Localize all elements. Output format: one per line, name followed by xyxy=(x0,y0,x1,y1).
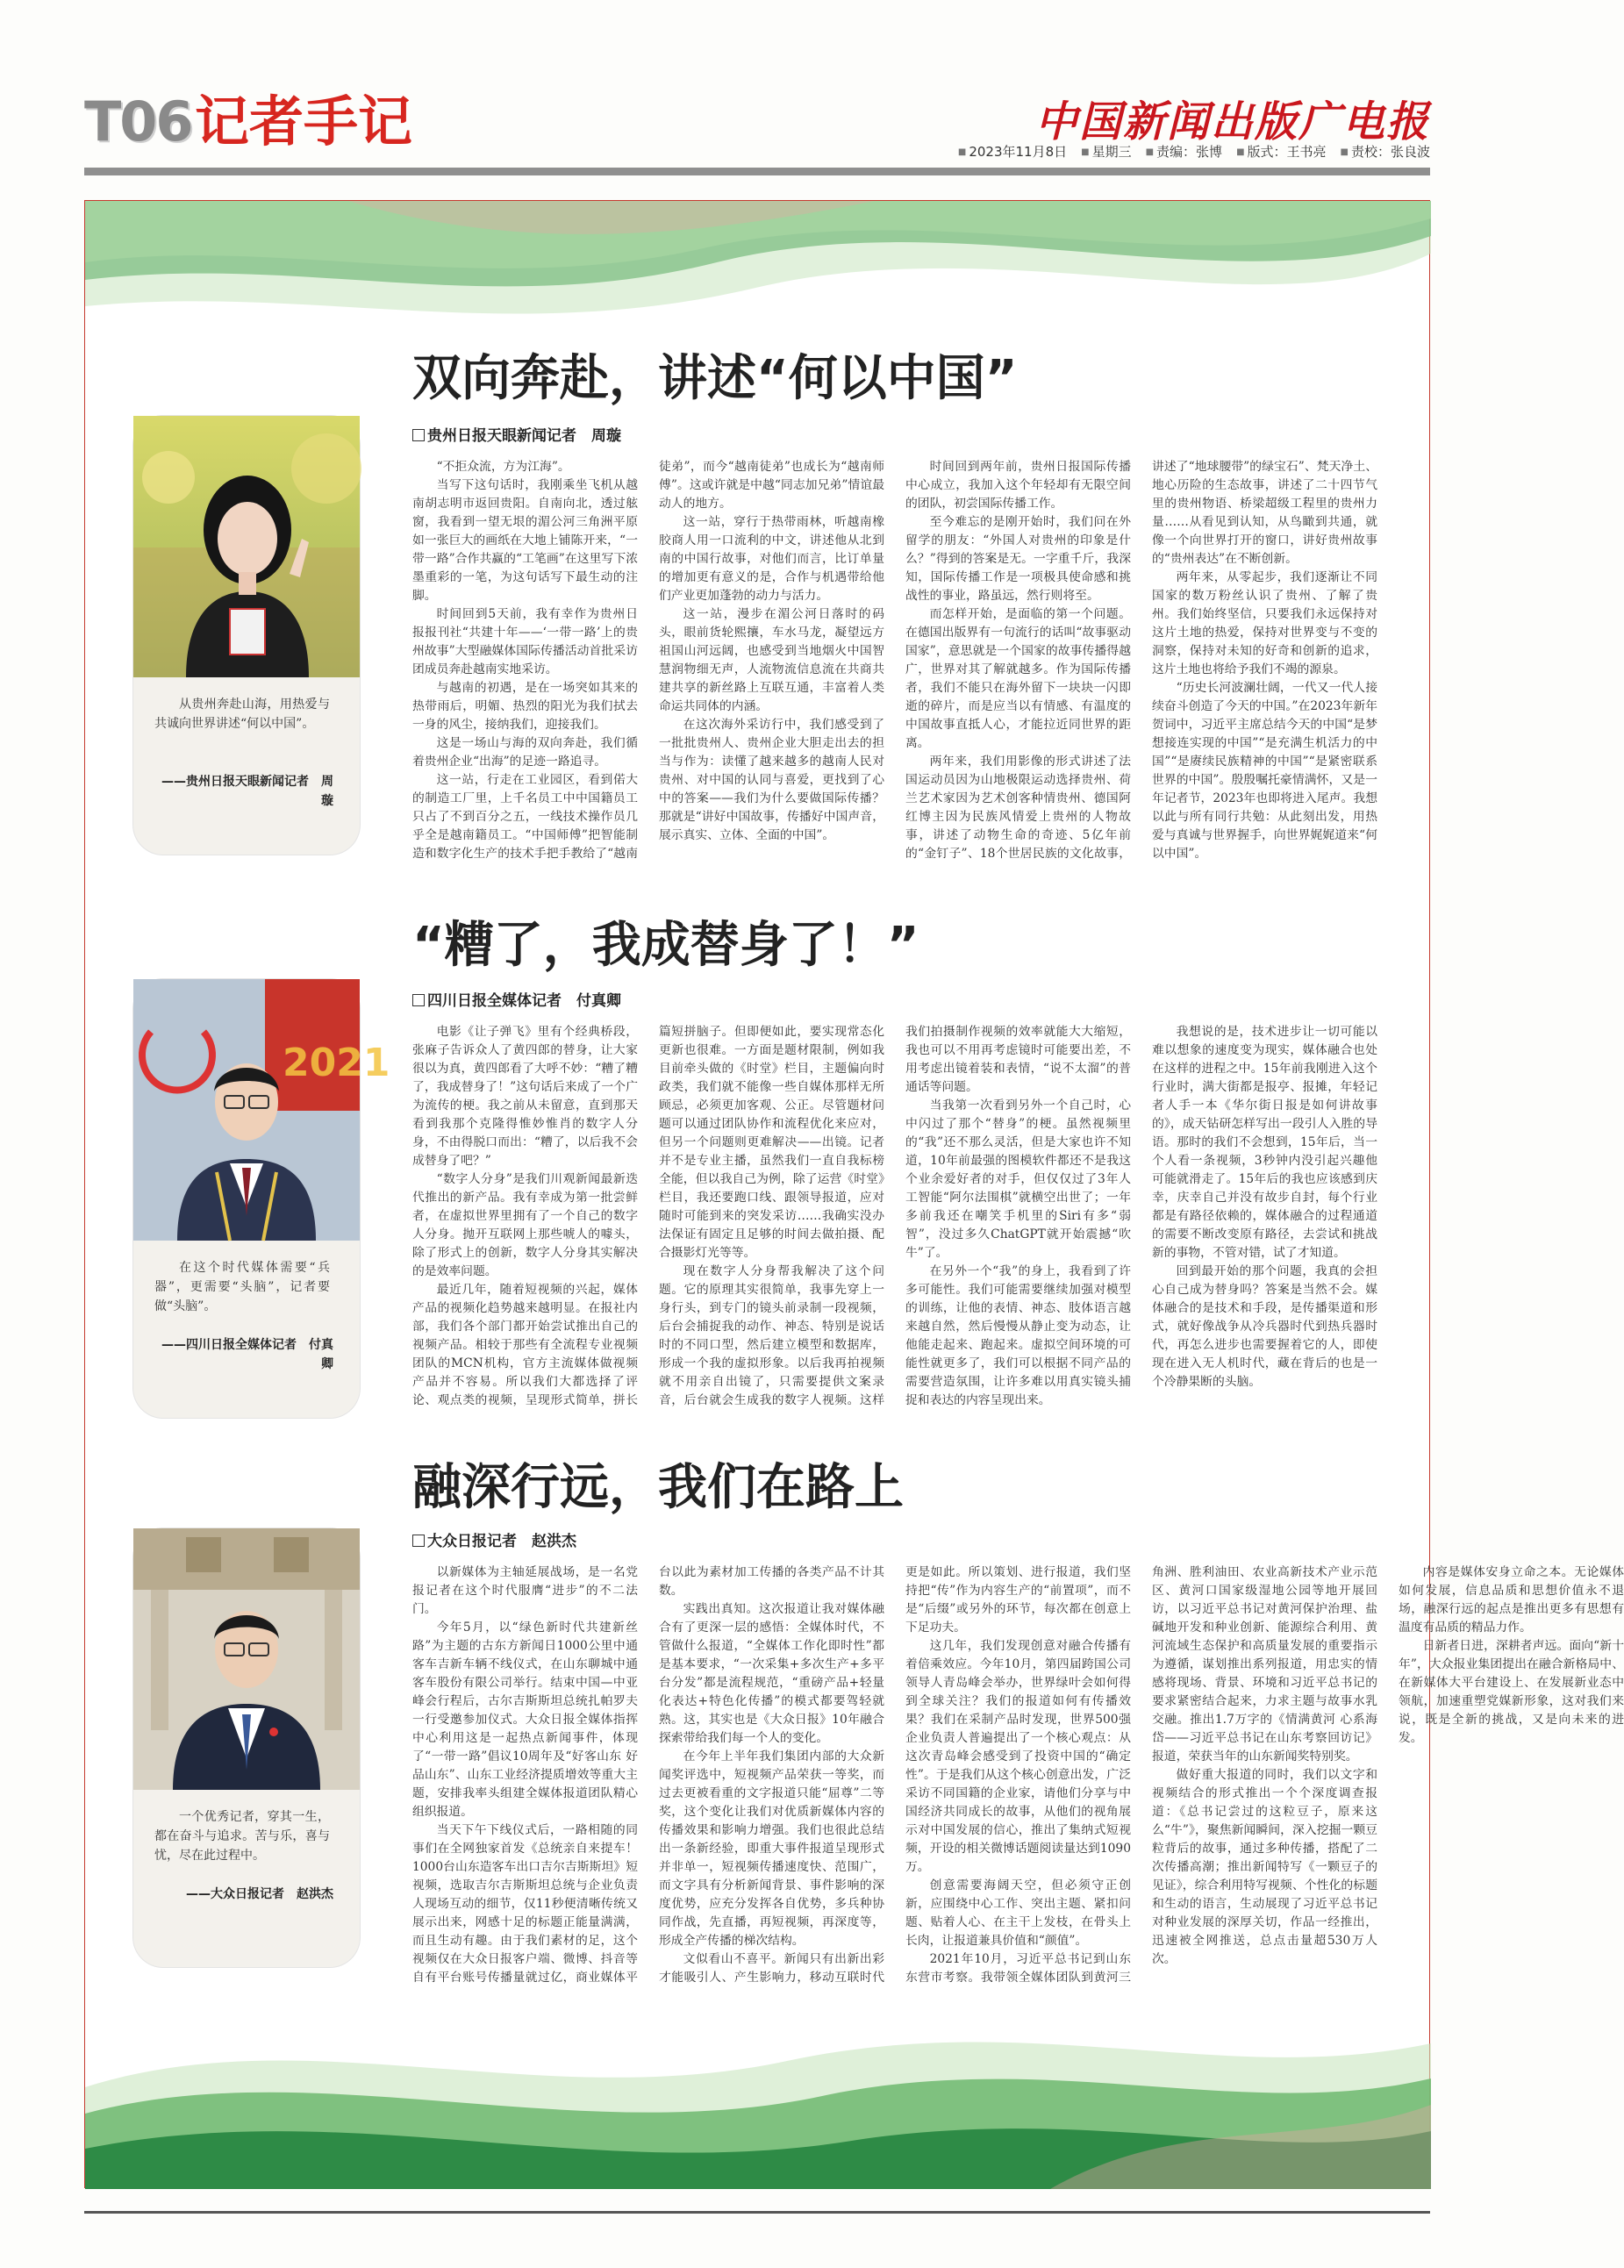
paragraph: 这一站，穿行于热带雨林，听越南橡胶商人用一口流利的中文，讲述他从北到南的中国行故事，对他们而言，比订单量的增加更有意义的是，合作与机遇带给他们产业更加蓬勃的动力与活力。 xyxy=(659,515,884,603)
paragraph: 两年来，我们用影像的形式讲述了法国运动员因为山地极限运动选择贵州、荷兰艺术家因为艺术创客种情贵州、德国阿红博主因为民族风情爱上贵州的人物故事，讲述了动物生命的奇迹、5亿年前的“金钉子”、18个世居民族的文化故事，讲述了“地球腰带”的绿宝石”、梵天净土、地心历险的生态故事，讲述了二十四节气里的贵州物语、桥梁超级工程里的贵州力量……从看见到认知，从鸟瞰到共通，就像一个向世界打开的窗口，讲好贵州故事的“贵州表达”在不断创新。 xyxy=(905,460,1377,861)
paragraph: 这是一场山与海的双向奔赴，我们循着贵州企业“出海”的足迹一路追寻。 xyxy=(412,736,638,769)
issue-date: ■ 2023年11月8日 xyxy=(958,142,1067,161)
masthead-rule xyxy=(84,168,1430,175)
footer-rule xyxy=(84,2211,1430,2214)
newspaper-logo: 中国新闻出版广电报 xyxy=(1034,97,1430,147)
paragraph: 在这次海外采访行中，我们感受到了一批批贵州人、贵州企业大胆走出去的担当与作为：读懂了越来越多的越南人民对贵州、对中国的认同与喜爱，更找到了心中的答案——我们为什么要做国际传播？那就是“讲好中国故事，传播好中国声音，展示真实、立体、全面的中国”。 xyxy=(659,718,884,842)
paragraph: 今年5月，以“绿色新时代共建新丝路”为主题的古东方新闻日1000公里中通客车吉新车辆不线仪式，在山东聊城中通客车股份有限公司举行。结束中国—中亚峰会行程后，古尔吉斯斯坦总统扎帕罗夫一行受邀参加仪式。大众日报全媒体指挥中心利用这是一起热点新闻事件，体现了“一带一路”倡议10周年及“好客山东 好品山东”、山东工业经济提质增效等重大主题，安排我率头组建全媒体报道团队精心组织报道。 xyxy=(412,1621,638,1819)
author-photo xyxy=(133,416,360,677)
issue-weekday: ■ 星期三 xyxy=(1081,142,1131,161)
bottom-wave-decoration xyxy=(85,1982,1431,2189)
paragraph: 而怎样开始，是面临的第一个问题。在德国出版界有一句流行的话叫“故事驱动国家”，意思就是一个国家的故事传播得越广，世界对其了解就越多。作为国际传播者，我们不能只在海外留下一块块一闪即逝的碎片，而是应当以有情感、有温度的中国故事直抵人心，才能拉近同世界的距离。 xyxy=(905,607,1131,750)
paragraph: 文似看山不喜平。新闻只有出新出彩才能吸引人、产生影响力，移动互联时代更是如此。所以策划、进行报道，我们坚持把“传”作为内容生产的“前置项”，而不是“后缀”或另外的环节，每次都在创意上下足功夫。 xyxy=(659,1565,1131,1985)
proofreader-credit: ■ 责校：张良波 xyxy=(1341,142,1430,161)
author-photo xyxy=(133,979,390,1241)
paragraph: 当我第一次看到另外一个自己时，心中闪过了那个“替身”的梗。虽然视频里的“我”还不那么灵活，但是大家也许不知道，10年前最强的图模软件都还不是我这个业余爱好者的对手，但仅仅过了3年人工智能“阿尔法围棋”就横空出世了；一年多前我还在嘲笑手机里的Siri有多“弱智”，没过多久ChatGPT就开始震撼“吹牛”了。 xyxy=(905,1098,1131,1260)
paragraph: 这一站，行走在工业园区，看到偌大的制造工厂里，上千名员工中中国籍员工只占了不到百分之五，一线技术操作员几乎全是越南籍员工。“中国师傅”把智能制造和数字化生产的技术手把手教给了“越南徒弟”，而今“越南徒弟”也成长为“越南师傅”。这或许就是中越“同志加兄弟”情谊最动人的地方。 xyxy=(412,460,884,861)
author-photo xyxy=(133,1528,360,1790)
paragraph: 时间回到两年前，贵州日报国际传播中心成立，我加入这个年轻却有无限空间的团队，初尝国际传播工作。 xyxy=(905,460,1131,511)
paragraph: 两年来，从零起步，我们逐渐让不同国家的数万粉丝认识了贵州、了解了贵州。我们始终坚信，只要我们永远保持对这片土地的热爱，保持对世界变与不变的洞察，保持对未知的好奇和创新的追求，这片土地也将给予我们不竭的源泉。 xyxy=(1152,570,1377,676)
paragraph: 以新媒体为主轴延展战场，是一名党报记者在这个时代服膺“进步”的不二法门。 xyxy=(412,1565,638,1616)
article-headline: 融深行远，我们在路上 xyxy=(412,1459,904,1516)
author-card-zhou-xuan xyxy=(133,416,360,855)
paragraph: 当天下午下线仪式后，一路相随的同事们在全网独家首发《总统亲自来提车！1000台山东造客车出口吉尔吉斯斯坦》短视频，选取吉尔吉斯斯坦总统与企业负责人现场互动的细节，仅11秒便清晰传统又展示出来，网感十足的标题正能量满满，而且生动有趣。由于我们素材的足，这个视频仅在大众日报客户端、微博、抖音等自有平台账号传播量就过亿，商业媒体平台以此为素材加工传播的各类产品不计其数。 xyxy=(412,1565,884,1985)
paragraph: 做好重大报道的同时，我们以文字和视频结合的形式推出一个个深度调查报道：《总书记尝过的这粒豆子，原来这么“牛”》，聚焦新闻瞬间，深入挖掘一颗豆粒背后的故事，通过多种传播，搭配了二次传播高潮；推出新闻特写《一颗豆子的见证》，综合利用特写视频、个性化的标题和生动的语言，生动展现了习近平总书记对种业发展的深厚关切，作品一经推出，迅速被全网推送，总点击量超530万人次。 xyxy=(1152,1768,1377,1966)
issue-meta xyxy=(958,142,1430,161)
card-caption: 从贵州奔赴山海，用热爱与共诚向世界讲述“何以中国”。 xyxy=(154,698,330,731)
card-signature: ——四川日报全媒体记者 付真卿 xyxy=(161,1338,333,1371)
paragraph: 在今年上半年我们集团内部的大众新闻奖评选中，短视频产品荣获一等奖，而过去更被看重的文字报道只能“屈尊”二等奖，这个变化让我们对优质新媒体内容的传播效果和影响力增强。我们也很此总结出一条新经验，即重大事件报道呈现形式并非单一，短视频传播速度快、范围广，而文字具有分析新闻背景、事件影响的深度优势，应充分发挥各自优势，多兵种协同作战，先直播，再短视频，再深度等，形成全产传播的梯次结构。 xyxy=(659,1749,884,1948)
paragraph: “不拒众流，方为江海”。 xyxy=(436,460,570,474)
paragraph: 我想说的是，技术进步让一切可能以难以想象的速度变为现实，媒体融合也处在这样的进程之中。15年前我刚进入这个行业时，满大街都是报亭、报摊，年轻记者人手一本《华尔街日报是如何讲故事的》，成天钻研怎样写出一段引人入胜的导语。那时的我们不会想到，15年后，当一个人看一条视频，3秒钟内没引起兴趣他可能就滑走了。15年后的我也应该感到庆幸，庆幸自己并没有故步自封，每个行业都是有路径依赖的，媒体融合的过程通道的需要不断改变原有路径，去尝试和挑战新的事物，不管对错，试了才知道。 xyxy=(1152,1025,1377,1260)
paragraph: 现在数字人分身帮我解决了这个问题。它的原理其实很简单，我事先穿上一身行头，到专门的镜头前录制一段视频，后台会捕捉我的动作、神态、特别是说话时的不同口型，然后建立模型和数据库，形成一个我的虚拟形象。以后我再拍视频就不用亲自出镜了，只需要提供文案录音，后台就会生成我的数字人视频。这样我们拍摄制作视频的效率就能大大缩短，我也可以不用再考虑镜时可能要出差，不用考虑出镜着装和表情，“说不太溜”的普通话等问题。 xyxy=(659,1025,1131,1407)
section-title: 记者手记 xyxy=(195,89,413,154)
article-byline: 贵州日报天眼新闻记者 周璇 xyxy=(412,423,621,445)
article-body xyxy=(412,1563,1624,1988)
paragraph: 电影《让子弹飞》里有个经典桥段，张麻子告诉众人了黄四郎的替身，让大家很以为真，黄四郎看了大呼不妙：“糟了糟了，我成替身了！”这句话后来成了一个广为流传的梗。我之前从未留意，直到那天看到我那个克隆得惟妙惟肖的数字人分身，不由得脱口而出：“糟了，以后我不会成替身了吧？” xyxy=(412,1025,638,1168)
author-card-zhao-hongjie xyxy=(133,1528,360,1967)
paragraph: 在另外一个“我”的身上，我看到了许多可能性。我们可能需要继续加强对模型的训练，让他的表情、神态、肢体语言越来越自然，然后慢慢从静止变为动态，让他能走起来、跑起来。虚拟空间环境的可能性就更多了，我们可以根据不同产品的需要营造氛围，让许多难以用真实镜头捕捉和表达的内容呈现出来。 xyxy=(905,1264,1131,1407)
paragraph: 内容是媒体安身立命之本。无论媒体如何发展，信息品质和思想价值永不退场，融深行远的起点是推出更多有思想有温度有品质的精品力作。 xyxy=(1399,1565,1624,1635)
card-signature: ——贵州日报天眼新闻记者 周璇 xyxy=(161,775,333,808)
paragraph: 当写下这句话时，我刚乘坐飞机从越南胡志明市返回贵阳。自南向北，透过舷窗，我看到一望无垠的湄公河三角洲平原如一张巨大的画纸在大地上铺陈开来，“一带一路”合作共赢的“工笔画”在这里写下浓墨重彩的一笔，为这句话写下最生动的注脚。 xyxy=(412,478,638,603)
layout-credit: ■ 版式：王书亮 xyxy=(1236,142,1326,161)
paragraph: 回到最开始的那个问题，我真的会担心自己成为替身吗？答案是当然不会。媒体融合的是技术和手段，是传播渠道和形式，就好像战争从冷兵器时代到热兵器时代，再怎么进步也需要握着它的人，即使现在进入无人机时代，藏在背后的也是一个冷静果断的头脑。 xyxy=(1152,1264,1377,1389)
article-body xyxy=(412,458,1377,865)
editor-credit: ■ 责编：张博 xyxy=(1146,142,1222,161)
article-headline: 双向奔赴，讲述“何以中国” xyxy=(412,350,1018,407)
paragraph: 这一站，漫步在湄公河日落时的码头，眼前货轮熙攘，车水马龙，凝望远方祖国山河远阔，也感受到当地烟火中国智慧润物细无声，人流物流信息流在共商共建共享的新丝路上互联互通，丰富着人类命运共同体的内涵。 xyxy=(659,607,884,713)
paragraph: 日新者日进，深耕者声远。面向“新十年”，大众报业集团提出在融合新格局中、在新媒体大平台建设上、在发展新业态中领航，加速重塑党媒新形象，这对我们来说，既是全新的挑战，又是向未来的进发。 xyxy=(1399,1639,1624,1745)
article-body xyxy=(412,1023,1377,1428)
svg-text:2021: 2021 xyxy=(283,1041,390,1085)
author-card-fu-zhenqing xyxy=(133,979,390,1418)
article-headline: “糟了，我成替身了！” xyxy=(412,917,919,974)
paragraph: “历史长河波澜壮阔，一代又一代人接续奋斗创造了今天的中国。”在2023年新年贺词中，习近平主席总结今天的中国“是梦想接连实现的中国”“是充满生机活力的中国”“是赓续民族精神的中国”“是紧密联系世界的中国”。殷殷嘱托豪情满怀，又是一年记者节，2023年也即将进入尾声。我想以此与所有同行共勉：从此刻出发，用热爱与真诚与世界握手，向世界娓娓道来“何以中国”。 xyxy=(1152,681,1377,861)
paragraph: 创意需要海阔天空，但必须守正创新，应围绕中心工作、突出主题、紧扣问题、贴着人心、在主干上发枝，在骨头上长肉，让报道兼具价值和“颜值”。 xyxy=(905,1878,1131,1948)
paragraph: 与越南的初遇，是在一场突如其来的热带雨后，明媚、热烈的阳光为我们拭去一身的风尘，接纳我们，迎接我们。 xyxy=(412,681,638,732)
article-byline: 四川日报全媒体记者 付真卿 xyxy=(412,988,621,1010)
paragraph: 这几年，我们发现创意对融合传播有着倍乘效应。今年10月，第四届跨国公司领导人青岛峰会举办，世界绿叶会如何得到全球关注？我们的报道如何有传播效果？我们在采制产品时发现，世界500强企业负责人普遍提出了一个核心观点：从这次青岛峰会感受到了投资中国的“确定性”。于是我们从这个核心创意出发，广泛采访不同国籍的企业家，请他们分享与中国经济共同成长的故事，从他们的视角展示对中国发展的信心，推出了集纳式短视频，开设的相关微博话题阅读量达到1090万。 xyxy=(905,1639,1131,1874)
paragraph: 2021年10月，习近平总书记到山东东营市考察。我带领全媒体团队到黄河三角洲、胜利油田、农业高新技术产业示范区、黄河口国家级湿地公园等地开展回访，以习近平总书记对黄河保护治理、盐碱地开发和种业创新、能源综合利用、黄河流域生态保护和高质量发展的重要指示为遵循，谋划推出系列报道，用忠实的情感将现场、背景、环境和习近平总书记的要求紧密结合起来，力求主题与故事水乳交融。推出1.7万字的《情满黄河 心系海岱——习近平总书记在山东考察回访记》报道，荣获当年的山东新闻奖特别奖。 xyxy=(905,1565,1377,1985)
page-number: T06 xyxy=(84,89,192,154)
paragraph: 最近几年，随着短视频的兴起，媒体产品的视频化趋势越来越明显。在报社内部，我们各个部门都开始尝试推出自己的视频产品。相较于那些有全流程专业视频团队的MCN机构，官方主流媒体做视频产品并不容易。所以我们大都选择了评论、观点类的视频，呈现形式简单，拼长篇短拼脑子。但即便如此，要实现常态化更新也很难。一方面是题材限制，例如我目前牵头做的《时堂》栏目，主题偏向时政类，我们就不能像一些自媒体那样无所顾忌，必须更加客观、公正。尽管题材问题可以通过团队协作和流程优化来应对，但另一个问题则更难解决——出镜。记者并不是专业主播，虽然我们一直自我标榜全能，但以我自己为例，除了运营《时堂》栏目，我还要跑口线、跟领导报道，应对随时可能到来的突发采访……我确实没办法保证有固定且足够的时间去做拍摄、配合摄影灯光等等。 xyxy=(412,1025,884,1407)
paragraph: “数字人分身”是我们川观新闻最新迭代推出的新产品。我有幸成为第一批尝鲜者，在虚拟世界里拥有了一个自己的数字人分身。抛开互联网上那些唬人的噱头，除了形式上的创新，数字人分身其实解决的是效率问题。 xyxy=(412,1172,638,1278)
paragraph: 实践出真知。这次报道让我对媒体融合有了更深一层的感悟：全媒体时代，不管做什么报道，“全媒体工作化即时性”都是基本要求，“一次采集+多次生产+多平台分发”都是流程规范，“重磅产品+轻量化表达+特色化传播”的模式都要驾轻就熟。这，其实也是《大众日报》10年融合探索带给我们每一个人的变化。 xyxy=(659,1602,884,1745)
paragraph: 至今难忘的是刚开始时，我们问在外留学的朋友：“外国人对贵州的印象是什么？”得到的答案是无。一字重千斤，我深知，国际传播工作是一项极具使命感和挑战性的事业，路虽远，然行则将至。 xyxy=(905,515,1131,603)
article-byline: 大众日报记者 赵洪杰 xyxy=(412,1528,576,1550)
card-signature: ——大众日报记者 赵洪杰 xyxy=(186,1887,333,1901)
card-caption: 在这个时代媒体需要“兵器”，更需要“头脑”，记者要做“头脑”。 xyxy=(154,1261,330,1313)
card-caption: 一个优秀记者，穿其一生，都在奋斗与追求。苦与乐，喜与忧，尽在此过程中。 xyxy=(154,1810,330,1863)
paragraph: 时间回到5天前，我有幸作为贵州日报报刊社“共建十年——‘一带一路’上的贵州故事”大型融媒体国际传播活动首批采访团成员奔赴越南实地采访。 xyxy=(412,607,638,676)
